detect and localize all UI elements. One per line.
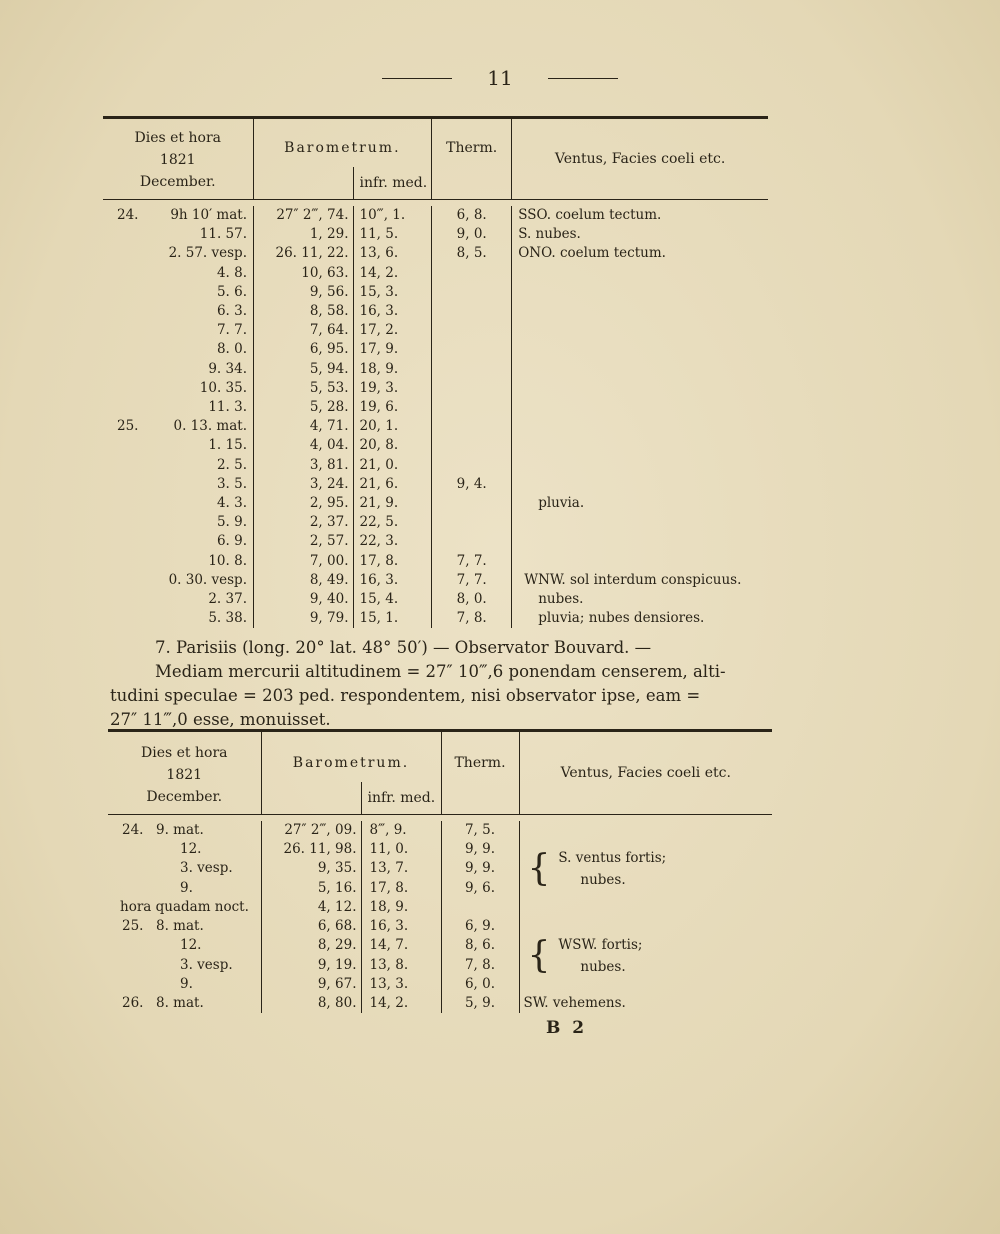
barometer-value: 5, 16. <box>261 879 361 898</box>
infr-med-value: 14, 2. <box>361 994 441 1013</box>
date-time-cell <box>108 821 261 840</box>
day-value: 25. <box>122 918 144 935</box>
col-weather-header: Ventus, Facies coeli etc. <box>512 118 768 200</box>
barometer-value: 9, 19. <box>261 956 361 975</box>
infr-med-value: 16, 3. <box>353 302 432 321</box>
therm-value <box>432 398 512 417</box>
barometer-value: 27″ 2‴, 74. <box>253 206 353 225</box>
date-time-cell <box>103 398 253 417</box>
table-row <box>103 379 768 398</box>
weather-value: SW. vehemens. <box>519 994 772 1013</box>
barometer-value: 8, 80. <box>261 994 361 1013</box>
therm-value <box>432 513 512 532</box>
infr-med-value: 10‴, 1. <box>353 206 432 225</box>
therm-value <box>441 898 519 917</box>
time-value: 9h 10′ mat. <box>170 207 247 223</box>
day-value: 26. <box>122 995 144 1012</box>
table-row <box>103 360 768 379</box>
date-time-cell <box>103 206 253 225</box>
weather-line: nubes. <box>580 872 626 888</box>
table-row <box>103 225 768 244</box>
infr-med-value: 18, 9. <box>361 898 441 917</box>
date-time-cell <box>103 609 253 628</box>
therm-value: 6, 9. <box>441 917 519 936</box>
time-value: 11. 57. <box>199 226 247 243</box>
table-row <box>108 821 772 840</box>
infr-med-value: 20, 1. <box>353 417 432 436</box>
time-value: 8. mat. <box>156 918 204 935</box>
infr-med-value: 15, 3. <box>353 283 432 302</box>
infr-med-value: 22, 3. <box>353 532 432 551</box>
header-rule-right <box>548 78 618 79</box>
time-value: 9. <box>180 879 193 896</box>
weather-line: S. ventus fortis; <box>558 850 667 866</box>
weather-value <box>512 302 768 321</box>
barometer-value: 4, 12. <box>261 898 361 917</box>
infr-med-value: 17, 2. <box>353 321 432 340</box>
observation-table-2 <box>108 729 772 1013</box>
infr-med-value: 8‴, 9. <box>361 821 441 840</box>
weather-value <box>512 340 768 359</box>
date-time-cell <box>108 936 261 955</box>
brace-icon: { <box>527 934 551 976</box>
infr-med-value: 20, 8. <box>353 436 432 455</box>
time-value: 12. <box>180 841 202 858</box>
weather-line: WSW. fortis; <box>558 936 643 953</box>
day-value: 25. <box>117 418 139 435</box>
table-row <box>103 398 768 417</box>
date-time-cell <box>103 552 253 571</box>
day-value: 24. <box>117 207 139 223</box>
table-row <box>108 917 772 936</box>
col-barometer-header: Barometrum. <box>253 118 432 167</box>
therm-value <box>432 494 512 513</box>
infr-med-value: 17, 8. <box>353 552 432 571</box>
date-time-cell <box>108 917 261 936</box>
page-number: 11 <box>487 66 513 90</box>
date-time-cell <box>103 283 253 302</box>
date-time-cell <box>103 571 253 590</box>
infr-med-value: 13, 7. <box>361 859 441 878</box>
table-row <box>103 552 768 571</box>
date-time-cell <box>108 975 261 994</box>
therm-value: 9, 6. <box>441 879 519 898</box>
table-row <box>103 494 768 513</box>
infr-med-value: 17, 9. <box>353 340 432 359</box>
infr-med-value: 15, 4. <box>353 590 432 609</box>
time-value: 5. 9. <box>216 514 247 531</box>
infr-med-value: 17, 8. <box>361 879 441 898</box>
date-time-cell <box>103 264 253 283</box>
table-row <box>103 417 768 436</box>
table-row <box>103 513 768 532</box>
therm-value <box>432 417 512 436</box>
weather-group <box>519 917 772 994</box>
time-value: 4. 3. <box>216 495 247 512</box>
therm-value <box>432 321 512 340</box>
infr-med-value: 22, 5. <box>353 513 432 532</box>
weather-value: SSO. coelum tectum. <box>512 206 768 225</box>
barometer-value: 10, 63. <box>253 264 353 283</box>
table-1-body <box>103 206 768 628</box>
time-value: 9. mat. <box>156 822 204 838</box>
barometer-value: 9, 35. <box>261 859 361 878</box>
col-date-header: Dies et hora 1821 December. <box>141 745 228 805</box>
table-row <box>103 456 768 475</box>
weather-group <box>519 821 772 917</box>
therm-value: 8, 5. <box>432 244 512 263</box>
time-value: 9. 34. <box>208 360 247 377</box>
therm-value: 6, 0. <box>441 975 519 994</box>
infr-med-value: 21, 0. <box>353 456 432 475</box>
barometer-value: 5, 28. <box>253 398 353 417</box>
barometer-value: 3, 81. <box>253 456 353 475</box>
col-therm-header: Therm. <box>441 731 519 815</box>
therm-value: 7, 5. <box>441 821 519 840</box>
barometer-value: 5, 53. <box>253 379 353 398</box>
date-time-cell <box>108 956 261 975</box>
col-date-header: Dies et hora 1821 December. <box>134 130 221 190</box>
barometer-value: 1, 29. <box>253 225 353 244</box>
time-value: 6. 9. <box>216 533 247 550</box>
page-header <box>0 66 1000 90</box>
table-row <box>103 532 768 551</box>
date-time-cell <box>108 840 261 859</box>
time-value: 2. 37. <box>208 591 247 608</box>
date-time-cell <box>108 994 261 1013</box>
date-time-cell <box>103 321 253 340</box>
paragraph-line: tudini speculae = 203 ped. respondentem, nisi observator ipse, eam = <box>110 686 701 705</box>
therm-value <box>432 264 512 283</box>
signature-mark: B 2 <box>546 1018 588 1038</box>
infr-med-value: 19, 6. <box>353 398 432 417</box>
infr-med-value: 18, 9. <box>353 360 432 379</box>
barometer-value: 6, 68. <box>261 917 361 936</box>
barometer-value: 26. 11, 22. <box>253 244 353 263</box>
weather-value <box>512 379 768 398</box>
infr-med-value: 16, 3. <box>361 917 441 936</box>
table-row <box>103 571 768 590</box>
weather-value <box>512 321 768 340</box>
barometer-value: 2, 37. <box>253 513 353 532</box>
station-paragraph <box>110 636 774 732</box>
time-value: 3. vesp. <box>180 860 233 877</box>
therm-value: 7, 8. <box>432 609 512 628</box>
time-value: 12. <box>180 937 202 954</box>
barometer-value: 2, 95. <box>253 494 353 513</box>
infr-med-value: 13, 8. <box>361 956 441 975</box>
weather-value <box>512 264 768 283</box>
date-time-cell <box>108 879 261 898</box>
date-time-cell <box>103 360 253 379</box>
barometer-value: 5, 94. <box>253 360 353 379</box>
table-row <box>103 244 768 263</box>
table-row <box>103 321 768 340</box>
therm-value: 9, 4. <box>432 475 512 494</box>
date-time-cell <box>108 859 261 878</box>
weather-value: pluvia; nubes densiores. <box>512 609 768 628</box>
date-time-cell <box>103 340 253 359</box>
time-value: 5. 38. <box>208 610 247 627</box>
infr-med-value: 11, 0. <box>361 840 441 859</box>
weather-value: WNW. sol interdum conspicuus. <box>512 571 768 590</box>
time-value: 3. vesp. <box>180 956 233 973</box>
weather-value: ONO. coelum tectum. <box>512 244 768 263</box>
therm-value: 7, 7. <box>432 552 512 571</box>
date-time-cell <box>108 898 261 917</box>
col-weather-header: Ventus, Facies coeli etc. <box>519 731 772 815</box>
time-value: 8. mat. <box>156 995 204 1012</box>
date-time-cell <box>103 379 253 398</box>
weather-value: pluvia. <box>512 494 768 513</box>
header-rule-left <box>382 78 452 79</box>
therm-value <box>432 379 512 398</box>
weather-value: nubes. <box>512 590 768 609</box>
barometer-value: 8, 49. <box>253 571 353 590</box>
table-row <box>103 609 768 628</box>
date-time-cell <box>103 225 253 244</box>
time-value: 10. 35. <box>199 379 247 396</box>
barometer-value: 26. 11, 98. <box>261 840 361 859</box>
infr-med-value: 13, 3. <box>361 975 441 994</box>
time-value: 10. 8. <box>208 552 247 569</box>
date-time-cell <box>103 417 253 436</box>
weather-value <box>512 360 768 379</box>
weather-value <box>512 552 768 571</box>
time-value: 4. 8. <box>216 264 247 281</box>
table-row <box>103 264 768 283</box>
time-value: 0. 30. vesp. <box>168 571 247 588</box>
therm-value: 7, 8. <box>441 956 519 975</box>
barometer-value: 3, 24. <box>253 475 353 494</box>
paragraph-line: 27″ 11‴,0 esse, monuisset. <box>110 710 331 729</box>
col-barometer-header: Barometrum. <box>261 731 441 782</box>
date-time-cell <box>103 475 253 494</box>
therm-value: 7, 7. <box>432 571 512 590</box>
infr-med-value: 13, 6. <box>353 244 432 263</box>
weather-value <box>512 436 768 455</box>
barometer-value: 8, 29. <box>261 936 361 955</box>
therm-value <box>432 340 512 359</box>
infr-med-value: 19, 3. <box>353 379 432 398</box>
therm-value: 6, 8. <box>432 206 512 225</box>
table-row <box>103 590 768 609</box>
date-time-cell <box>103 436 253 455</box>
barometer-value: 9, 56. <box>253 283 353 302</box>
time-value: 2. 57. vesp. <box>168 245 247 262</box>
time-value: 2. 5. <box>216 456 247 473</box>
therm-value: 9, 0. <box>432 225 512 244</box>
therm-value: 9, 9. <box>441 840 519 859</box>
infr-med-value: 16, 3. <box>353 571 432 590</box>
table-row <box>103 340 768 359</box>
infr-med-value: 15, 1. <box>353 609 432 628</box>
barometer-value: 7, 00. <box>253 552 353 571</box>
time-value: 1. 15. <box>208 437 247 454</box>
table-row <box>103 283 768 302</box>
therm-value <box>432 283 512 302</box>
date-time-cell <box>103 302 253 321</box>
table-2-body <box>108 821 772 1013</box>
day-value: 24. <box>122 822 144 838</box>
time-value: 7. 7. <box>216 322 247 339</box>
therm-value <box>432 456 512 475</box>
time-value: 8. 0. <box>216 341 247 358</box>
therm-value <box>432 302 512 321</box>
time-value: 0. 13. mat. <box>173 418 247 435</box>
date-time-cell <box>103 532 253 551</box>
weather-value <box>512 398 768 417</box>
therm-value: 8, 6. <box>441 936 519 955</box>
barometer-value: 4, 71. <box>253 417 353 436</box>
infr-med-value: 21, 9. <box>353 494 432 513</box>
date-time-cell <box>103 244 253 263</box>
infr-med-value: 21, 6. <box>353 475 432 494</box>
brace-icon: { <box>527 848 551 889</box>
table-row <box>103 436 768 455</box>
station-heading: 7. Parisiis (long. 20° lat. 48° 50′) — Observator Bouvard. — <box>155 638 652 657</box>
therm-value <box>432 360 512 379</box>
barometer-value: 4, 04. <box>253 436 353 455</box>
col-infr-header: infr. med. <box>361 782 441 815</box>
date-time-cell <box>103 494 253 513</box>
date-time-cell <box>103 590 253 609</box>
col-infr-header: infr. med. <box>353 167 432 200</box>
table-row <box>103 206 768 225</box>
table-row <box>103 302 768 321</box>
weather-line: nubes. <box>580 958 626 975</box>
therm-value: 9, 9. <box>441 859 519 878</box>
weather-value: S. nubes. <box>512 225 768 244</box>
table-row <box>108 994 772 1013</box>
barometer-value: 8, 58. <box>253 302 353 321</box>
barometer-value: 9, 40. <box>253 590 353 609</box>
therm-value <box>432 532 512 551</box>
time-value: hora quadam noct. <box>120 898 249 915</box>
barometer-value: 9, 79. <box>253 609 353 628</box>
barometer-value: 7, 64. <box>253 321 353 340</box>
weather-value <box>512 532 768 551</box>
barometer-value: 9, 67. <box>261 975 361 994</box>
weather-value <box>512 475 768 494</box>
weather-value <box>512 417 768 436</box>
therm-value: 8, 0. <box>432 590 512 609</box>
date-time-cell <box>103 513 253 532</box>
infr-med-value: 14, 2. <box>353 264 432 283</box>
therm-value: 5, 9. <box>441 994 519 1013</box>
time-value: 11. 3. <box>208 399 247 416</box>
paragraph-line: Mediam mercurii altitudinem = 27″ 10‴,6 ponendam censerem, alti- <box>155 662 726 681</box>
time-value: 3. 5. <box>216 475 247 492</box>
weather-value <box>512 513 768 532</box>
time-value: 5. 6. <box>216 283 247 300</box>
table-row <box>103 475 768 494</box>
time-value: 9. <box>180 975 193 992</box>
barometer-value: 6, 95. <box>253 340 353 359</box>
observation-table-1 <box>103 116 768 628</box>
time-value: 6. 3. <box>216 303 247 320</box>
infr-med-value: 14, 7. <box>361 936 441 955</box>
barometer-value: 2, 57. <box>253 532 353 551</box>
infr-med-value: 11, 5. <box>353 225 432 244</box>
weather-value <box>512 283 768 302</box>
weather-value <box>512 456 768 475</box>
date-time-cell <box>103 456 253 475</box>
col-therm-header: Therm. <box>432 118 512 200</box>
barometer-value: 27″ 2‴, 09. <box>261 821 361 840</box>
therm-value <box>432 436 512 455</box>
